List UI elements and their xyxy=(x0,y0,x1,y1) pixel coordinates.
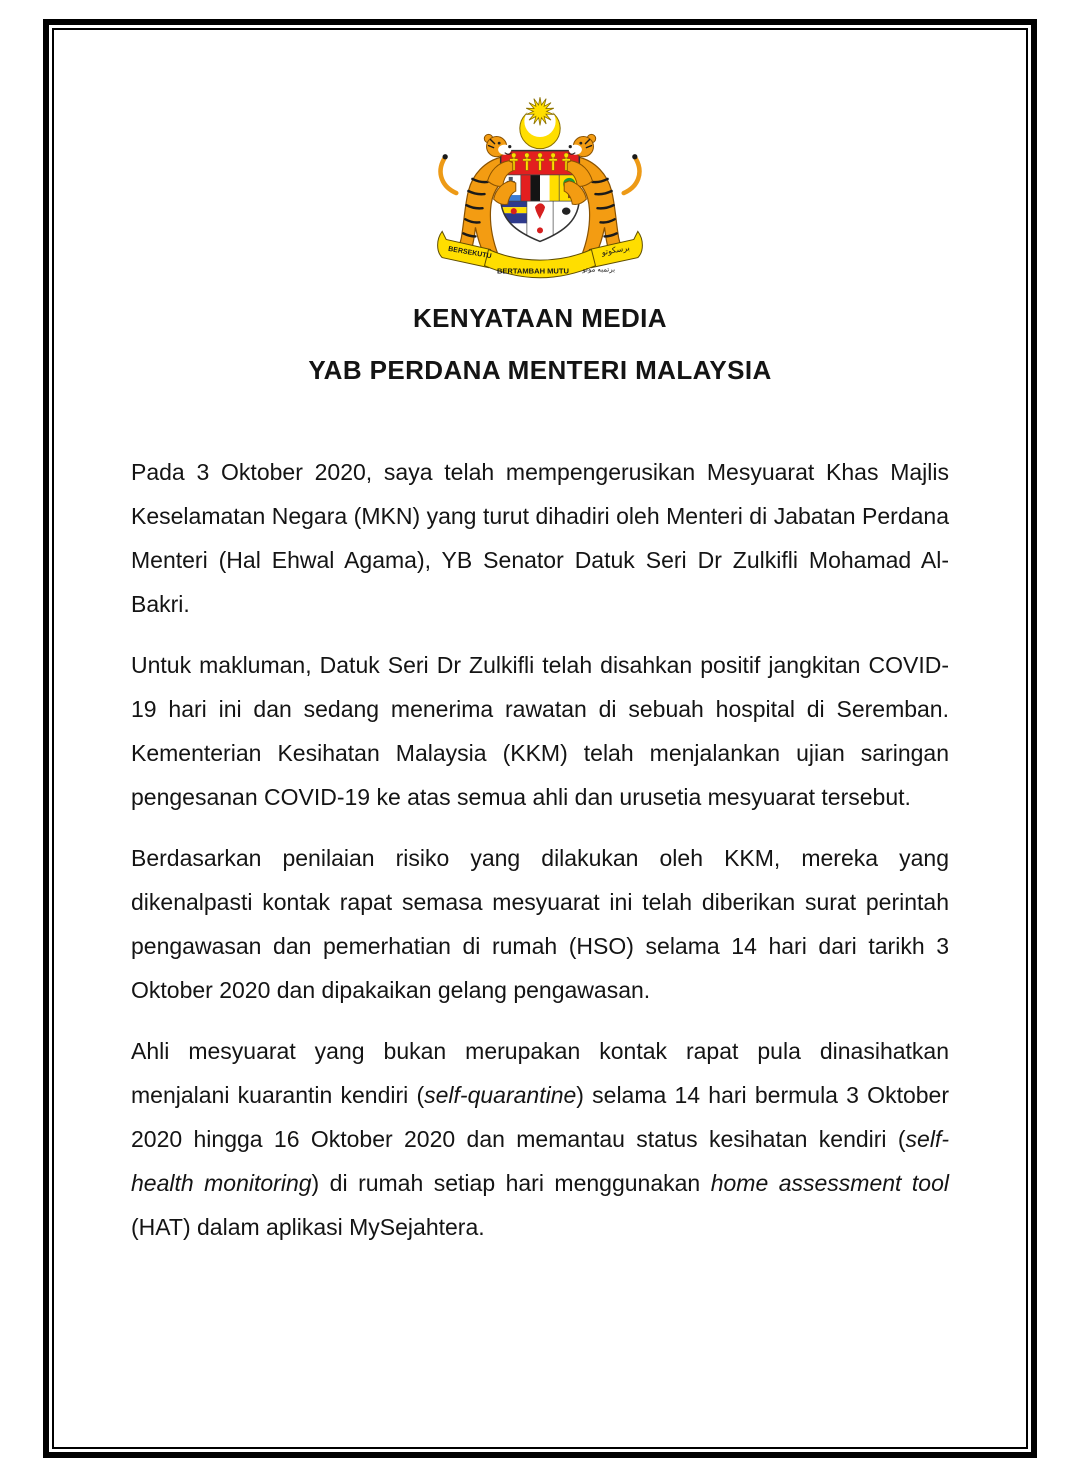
italic-text-segment: self-health monitoring xyxy=(131,1126,949,1196)
paragraph xyxy=(131,450,949,626)
coat-of-arms-graphic xyxy=(424,92,656,286)
paragraph xyxy=(131,836,949,1012)
text-segment: Untuk makluman, Datuk Seri Dr Zulkifli telah disahkan positif jangkitan COVID-19 hari ini dan sedang menerima rawatan di sebuah hospital di Seremban. Kementerian Kesihatan Malaysia (KKM) telah menjalankan ujian saringan pengesanan COVID-19 ke atas semua ahli dan urusetia mesyuarat tersebut. xyxy=(131,652,949,810)
page-border-frame-inner xyxy=(52,28,1028,1449)
document-title: KENYATAAN MEDIA xyxy=(413,303,667,333)
text-segment: ) di rumah setiap hari menggunakan xyxy=(311,1170,711,1196)
paragraph xyxy=(131,643,949,819)
text-segment: (HAT) dalam aplikasi MySejahtera. xyxy=(131,1214,485,1240)
text-segment: Berdasarkan penilaian risiko yang dilakukan oleh KKM, mereka yang dikenalpasti kontak rapat semasa mesyuarat ini telah diberikan surat perintah pengawasan dan pemerhatian di rumah (HSO) selama 14 hari dari tarikh 3 Oktober 2020 dan dipakaikan gelang pengawasan. xyxy=(131,845,949,1003)
text-segment: Pada 3 Oktober 2020, saya telah mempengerusikan Mesyuarat Khas Majlis Keselamatan Negara (MKN) yang turut dihadiri oleh Menteri di Jabatan Perdana Menteri (Hal Ehwal Agama), YB Senator Datuk Seri Dr Zulkifli Mohamad Al-Bakri. xyxy=(131,459,949,617)
page-border-frame xyxy=(43,19,1037,1458)
motto-text-right-jawi: برسكوتو xyxy=(600,243,631,257)
italic-text-segment: self-quarantine xyxy=(424,1082,577,1108)
malaysia-coat-of-arms xyxy=(424,92,656,291)
italic-text-segment: home assessment tool xyxy=(710,1170,949,1196)
motto-text-left: BERSEKUTU xyxy=(447,245,492,261)
text-segment: Ahli mesyuarat yang bukan merupakan kontak rapat pula dinasihatkan menjalani kuarantin kendiri ( xyxy=(131,1038,949,1108)
motto-text-center: BERTAMBAH MUTU xyxy=(496,266,569,276)
document-body xyxy=(131,450,949,1249)
text-segment: ) selama 14 hari bermula 3 Oktober 2020 hingga 16 Oktober 2020 dan memantau status kesihatan kendiri ( xyxy=(131,1082,949,1152)
document-subtitle: YAB PERDANA MENTERI MALAYSIA xyxy=(308,355,772,385)
paragraph xyxy=(131,1029,949,1249)
motto-text-center-jawi: برتمبه موتو xyxy=(582,266,616,274)
